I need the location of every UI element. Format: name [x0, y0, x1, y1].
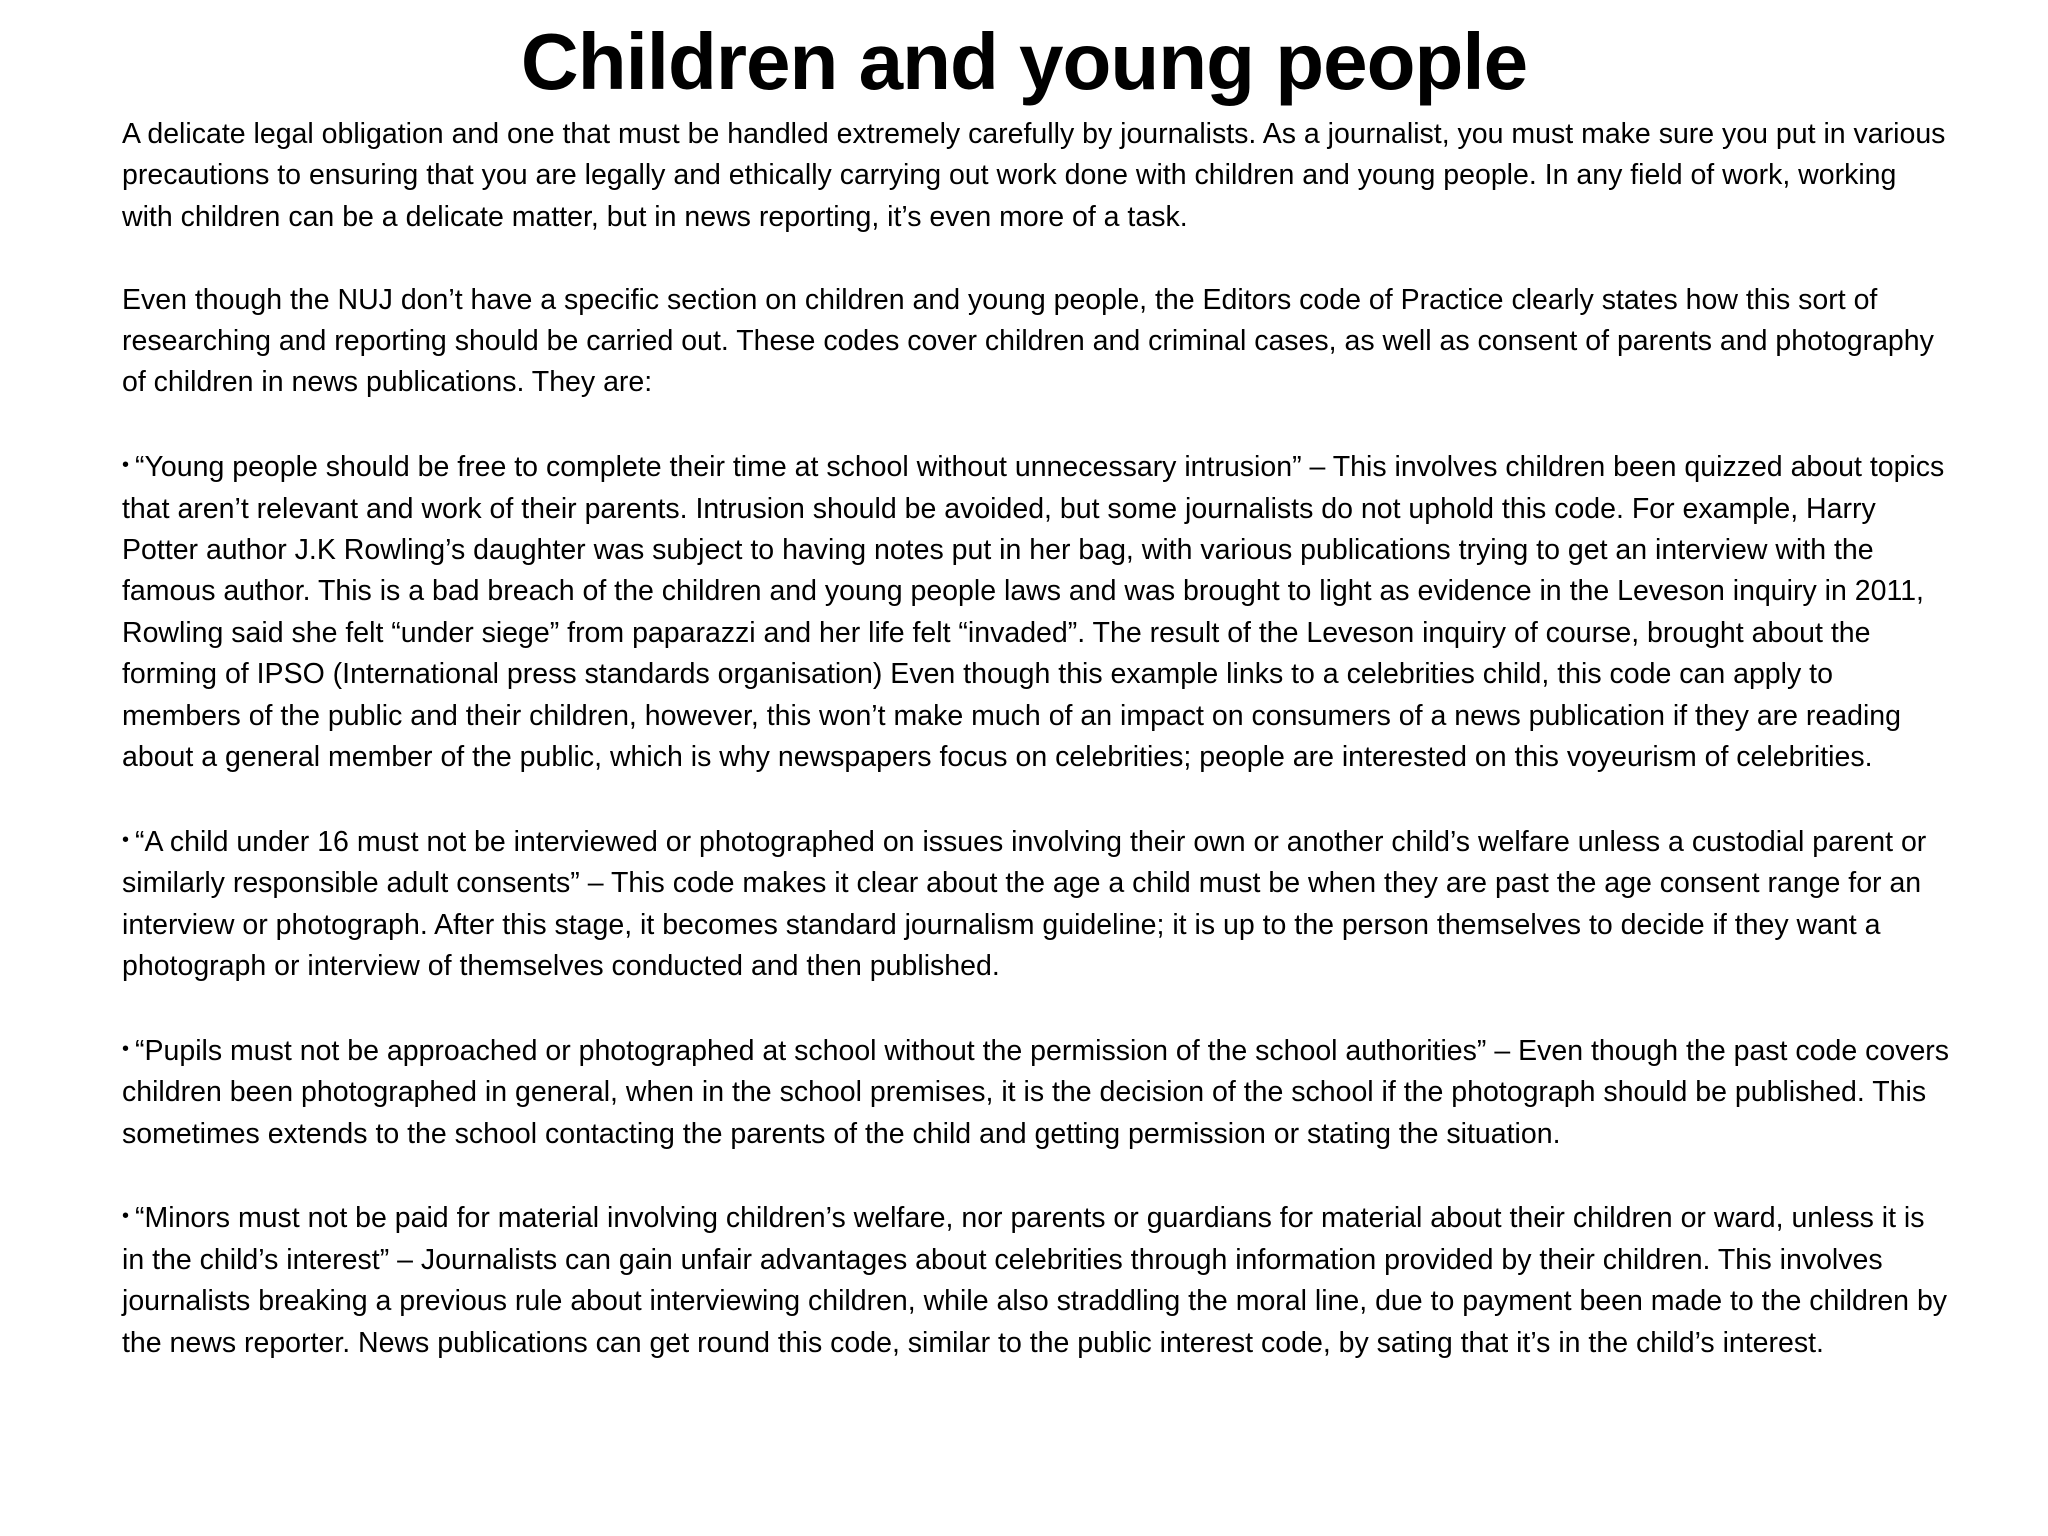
bullet-item — [122, 820, 1952, 988]
bullet-text: “Young people should be free to complete their time at school without unnecessary intrusion” – This involves children been quizzed about topics that aren’t relevant and work of their parents. Intrusion should be avoided, but some journalists do not uphold this code. For example, Harry Potter author J.K Rowling’s daughter was subject to having notes put in her bag, with various publications trying to get an interview with the famous author. This is a bad breach of the children and young people laws and was brought to light as evidence in the Leveson inquiry in 2011, Rowling said she felt “under siege” from paparazzi and her life felt “invaded”. The result of the Leveson inquiry of course, brought about the forming of IPSO (International press standards organisation) Even though this example links to a celebrities child, this code can apply to members of the public and their children, however, this won’t make much of an impact on consumers of a news publication if they are reading about a general member of the public, which is why newspapers focus on celebrities; people are interested on this voyeurism of celebrities. — [122, 451, 1945, 774]
bullet-icon: • — [122, 454, 130, 477]
page-title: Children and young people — [520, 17, 1528, 106]
bullet-item — [122, 445, 1952, 778]
bullet-icon: • — [122, 828, 130, 851]
document-body — [122, 114, 1952, 1364]
bullet-item — [122, 1196, 1952, 1364]
intro-paragraph: A delicate legal obligation and one that must be handled extremely carefully by journalists. As a journalist, you must make sure you put in various precautions to ensuring that you are legally and ethically carrying out work done with children and young people. In any field of work, working with children can be a delicate matter, but in news reporting, it’s even more of a task. — [122, 118, 1946, 233]
bullet-icon: • — [122, 1205, 130, 1228]
bullet-text: “Pupils must not be approached or photographed at school without the permission of the school authorities” – Even though the past code covers children been photographed in general, when in the school premises, it is the decision of the school if the photograph should be published. This sometimes extends to the school contacting the parents of the child and getting permission or stating the situation. — [122, 1034, 1950, 1150]
bullet-text: “A child under 16 must not be interviewed or photographed on issues involving their own or another child’s welfare unless a custodial parent or similarly responsible adult consents” – This code makes it clear about the age a child must be when they are past the age consent range for an interview or photograph. After this stage, it becomes standard journalism guideline; it is up to the person themselves to decide if they want a photograph or interview of themselves conducted and then published. — [122, 825, 1927, 983]
intro-paragraph: Even though the NUJ don’t have a specific section on children and young people, the Editors code of Practice clearly states how this sort of researching and reporting should be carried out. These codes cover children and criminal cases, as well as consent of parents and photography of children in news publications. They are: — [122, 283, 1934, 399]
bullet-text: “Minors must not be paid for material involving children’s welfare, nor parents or guardians for material about their children or ward, unless it is in the child’s interest” – Journalists can gain unfair advantages about celebrities through information provided by their children. This involves journalists breaking a previous rule about interviewing children, while also straddling the moral line, due to payment been made to the children by the news reporter. News publications can get round this code, similar to the public interest code, by sating that it’s in the child’s interest. — [122, 1202, 1948, 1359]
bullet-icon: • — [122, 1037, 130, 1060]
bullet-item — [122, 1029, 1952, 1155]
